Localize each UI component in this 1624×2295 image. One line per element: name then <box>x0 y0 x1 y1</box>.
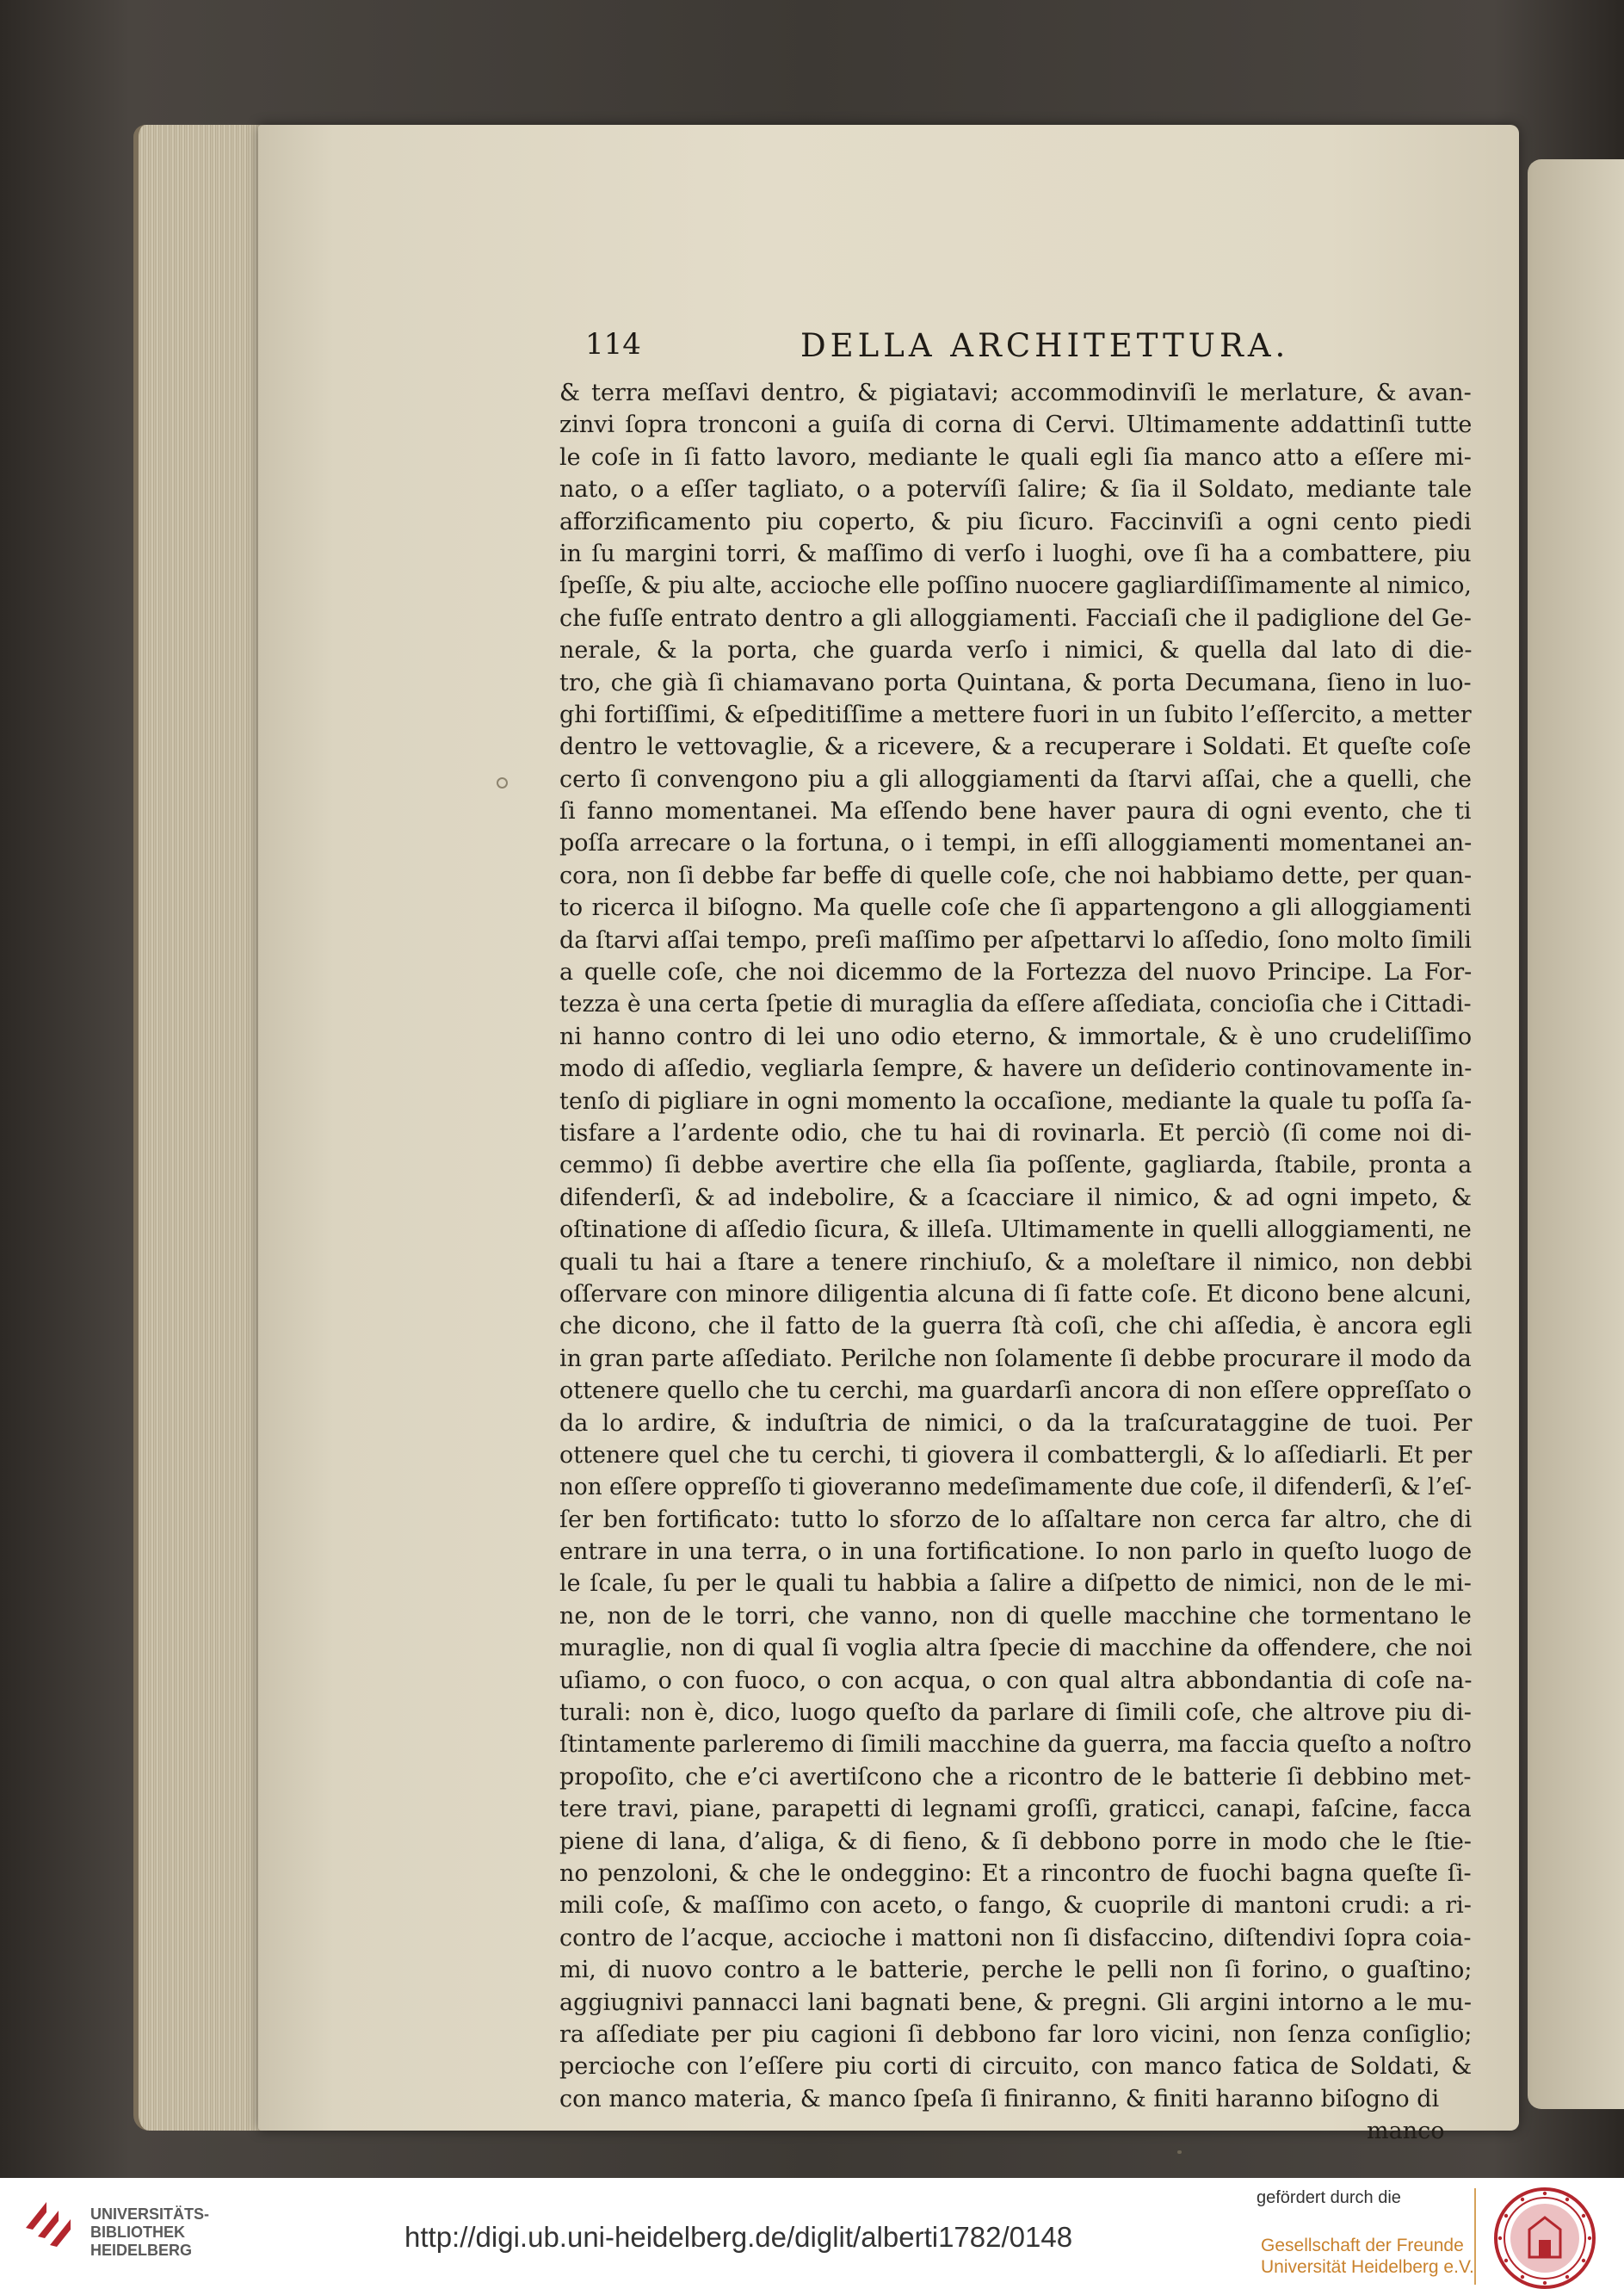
text-line: uſiamo, o con fuoco, o con acqua, o con qual altra abbondantia di coſe na- <box>559 1667 1473 1694</box>
sponsor-name-line: Gesellschaft der Freunde <box>1261 2236 1464 2255</box>
text-line: tro, che già ſi chiamavano porta Quintana, & porta Decumana, ſieno in luo- <box>559 669 1472 696</box>
text-line: ra aſſediate per piu cagioni ſi debbono far loro vicini, non ſenza conſiglio; <box>559 2020 1473 2048</box>
facing-page-edge <box>1528 159 1624 2109</box>
text-line: contro de l’acque, accioche i mattoni non ſi disfaccino, diſtendivi ſopra coia- <box>559 1924 1472 1952</box>
text-line: aggiugnivi pannacci lani bagnati bene, & pregni. Gli argini intorno a le mu- <box>559 1989 1473 2016</box>
text-line: da lo ardire, & induſtria de nimici, o da la traſcurataggine de tuoi. Per <box>559 1409 1473 1437</box>
book-page-edges <box>133 125 268 2131</box>
catchword: manco <box>1367 2117 1445 2144</box>
library-logo-text <box>90 2205 209 2260</box>
text-line: ghi fortiſſimi, & eſpeditiſſime a mettere fuori in un ſubito l’eſſercito, a metter <box>559 701 1472 728</box>
text-line: mili coſe, & maſſimo con aceto, o fango, & cuoprile di mantoni crudi: a ri- <box>559 1892 1472 1920</box>
text-line: ſi fanno momentanei. Ma eſſendo bene haver paura di ogni evento, che ti <box>559 798 1472 826</box>
text-line: le coſe in ſi fatto lavoro, mediante le quali egli ſia manco atto a eſſere mi- <box>559 443 1472 471</box>
text-line: ſtintamente parleremo di ſimili macchine da guerra, ma faccia queſto a noſtro <box>559 1731 1472 1759</box>
text-line: oſſervare con minore diligentia alcuna di ſi fatte coſe. Et dicono bene alcuni, <box>559 1280 1473 1308</box>
text-line: to ricerca il biſogno. Ma quelle coſe che ſi appartengono a gli alloggiamenti <box>559 894 1472 922</box>
text-line: ne, non de le torri, che vanno, non di quelle macchine che tormentano le <box>559 1602 1472 1630</box>
text-line: entrare in una terra, o in una fortificatione. Io non parlo in queſto luogo de <box>559 1538 1473 1566</box>
body-text <box>559 377 1472 2115</box>
text-line: nato, o a eſſer tagliato, o a potervíſi ſalire; & ſia il Soldato, mediante tale <box>559 476 1473 504</box>
text-line: cora, non ſi debbe far beffe di quelle coſe, che noi habbiamo dette, per quan- <box>559 862 1473 889</box>
text-line: ottenere quel che tu cerchi, ti giovera il combattergli, & lo aſſediarli. Et per <box>559 1441 1473 1469</box>
text-line: dentro le vettovaglie, & a ricevere, & a recuperare i Soldati. Et queſte coſe <box>559 733 1472 761</box>
text-line: propoſito, che e’ci avertiſcono che a ricontro de le batterie ſi debbino met- <box>559 1763 1472 1791</box>
text-line: oſtinatione di aſſedio ſicura, & illeſa. Ultimamente in quelli alloggiamenti, ne <box>559 1216 1472 1244</box>
text-line: poſſa arrecare o la fortuna, o i tempi, in eſſi alloggiamenti momentanei an- <box>559 830 1473 857</box>
sponsor-divider <box>1474 2188 1476 2285</box>
text-line: ottenere quello che tu cerchi, ma guardarſi ancora di non eſſere oppreſſato o <box>559 1377 1472 1405</box>
sponsor-label: gefördert durch die <box>1257 2188 1401 2207</box>
logo-line: BIBLIOTHEK <box>90 2224 185 2241</box>
page-number: 114 <box>585 327 641 362</box>
text-line: con manco materia, & manco ſpeſa ſi finiranno, & finiti haranno biſogno di <box>559 2085 1440 2113</box>
text-line: piene di lana, d’aliga, & di fieno, & ſi debbono porre in modo che le ſtie- <box>559 1828 1472 1855</box>
text-line: a quelle coſe, che noi dicemmo de la Fortezza del nuovo Principe. La For- <box>559 959 1473 987</box>
running-head: DELLA ARCHITETTURA. <box>800 327 1290 364</box>
text-line: modo di aſſedio, vegliarla ſempre, & havere un deſiderio continovamente in- <box>559 1055 1473 1083</box>
text-line: che dicono, che il fatto de la guerra ſtà coſi, che chi aſſedia, è ancora egli <box>559 1313 1473 1340</box>
permalink-url[interactable]: http://digi.ub.uni-heidelberg.de/diglit/alberti1782/0148 <box>404 2221 1073 2253</box>
page-header <box>585 327 1446 370</box>
text-line: ni hanno contro di lei uno odio eterno, & immortale, & è uno crudeliſſimo <box>559 1023 1473 1050</box>
text-line: ſer ben fortificato: tutto lo sforzo de lo aſſaltare non cerca far altro, che di <box>559 1506 1473 1533</box>
text-line: tezza è una certa ſpetie di muraglia da eſſere aſſediata, concioſia che i Cittadi- <box>559 991 1472 1018</box>
paper-speck <box>1177 2150 1182 2154</box>
text-line: percioche con l’eſſere piu corti di circuito, con manco fatica de Soldati, & <box>559 2053 1473 2081</box>
text-line: quali tu hai a ſtare a tenere rinchiuſo, & a moleſtare il nimico, non debbi <box>559 1248 1473 1276</box>
text-line: ſpeſſe, & piu alte, accioche elle poſſino nuocere gagliardiſſimamente al nimico, <box>559 572 1472 600</box>
library-logo-icon <box>21 2193 77 2250</box>
text-line: tere travi, piane, parapetti di legnami groſſi, graticci, canapi, faſcine, facca <box>559 1796 1472 1823</box>
text-line: difenderſi, & ad indebolire, & a ſcacciare il nimico, & ad ogni impeto, & <box>559 1184 1473 1211</box>
text-line: da ſtarvi aſſai tempo, preſi maſſimo per aſpettarvi lo aſſedio, ſono molto ſimili <box>559 926 1472 954</box>
text-line: certo ſi convengono piu a gli alloggiamenti da ſtarvi aſſai, che a quelli, che <box>559 765 1472 793</box>
text-line: no penzoloni, & che le ondeggino: Et a rincontro de fuochi bagna queſte ſi- <box>559 1859 1472 1887</box>
text-line: le ſcale, ſu per le quali tu habbia a ſalire a diſpetto de nimici, non de le mi- <box>559 1570 1472 1598</box>
text-line: in gran parte aſſediato. Perilche non ſolamente ſi debbe procurare il modo da <box>559 1345 1472 1372</box>
logo-line: HEIDELBERG <box>90 2242 193 2259</box>
logo-line: UNIVERSITÄTS- <box>90 2205 210 2223</box>
sponsor-name-line: Universität Heidelberg e.V. <box>1261 2257 1474 2277</box>
text-line: tisfare a l’ardente odio, che tu hai di rovinarla. Et perciò (ſi come noi di- <box>559 1119 1472 1147</box>
text-line: che fuſſe entrato dentro a gli alloggiamenti. Facciaſi che il padiglione del Ge- <box>559 604 1472 632</box>
text-line: in ſu margini torri, & maſſimo di verſo i luoghi, ove ſi ha a combattere, piu <box>559 540 1472 567</box>
text-line: zinvi ſopra tronconi a guiſa di corna di Cervi. Ultimamente addattinſi tutte <box>559 411 1473 439</box>
text-line: turali: non è, dico, luogo queſto da parlare di ſimili coſe, che altrove piu di- <box>559 1699 1472 1727</box>
sponsor-name <box>1261 2235 1474 2278</box>
text-line: nerale, & la porta, che guarda verſo i nimici, & quella dal lato di die- <box>559 637 1473 665</box>
paper-blemish <box>497 777 508 789</box>
text-line: afforzificamento piu coperto, & piu ſicuro. Faccinviſi a ogni cento piedi <box>559 508 1472 535</box>
text-line: & terra meſſavi dentro, & pigiatavi; accommodinviſi le merlature, & avan- <box>559 380 1472 406</box>
text-line: mi, di nuovo contro a le batterie, perche le pelli non ſi forino, o guaſtino; <box>559 1957 1473 1984</box>
university-seal-icon <box>1493 2187 1596 2290</box>
text-line: tenſo di pigliare in ogni momento la occaſione, mediante la quale tu poſſa ſa- <box>559 1087 1473 1115</box>
text-line: non eſſere oppreſſo ti gioveranno medeſimamente due coſe, il difenderſi, & l’eſ- <box>559 1474 1472 1501</box>
text-line: muraglie, non di qual ſi voglia altra ſpecie di macchine da offendere, che noi <box>559 1635 1473 1662</box>
text-line: cemmo) ſi debbe avertire che ella ſia poſſente, gagliarda, ſtabile, pronta a <box>559 1152 1473 1179</box>
